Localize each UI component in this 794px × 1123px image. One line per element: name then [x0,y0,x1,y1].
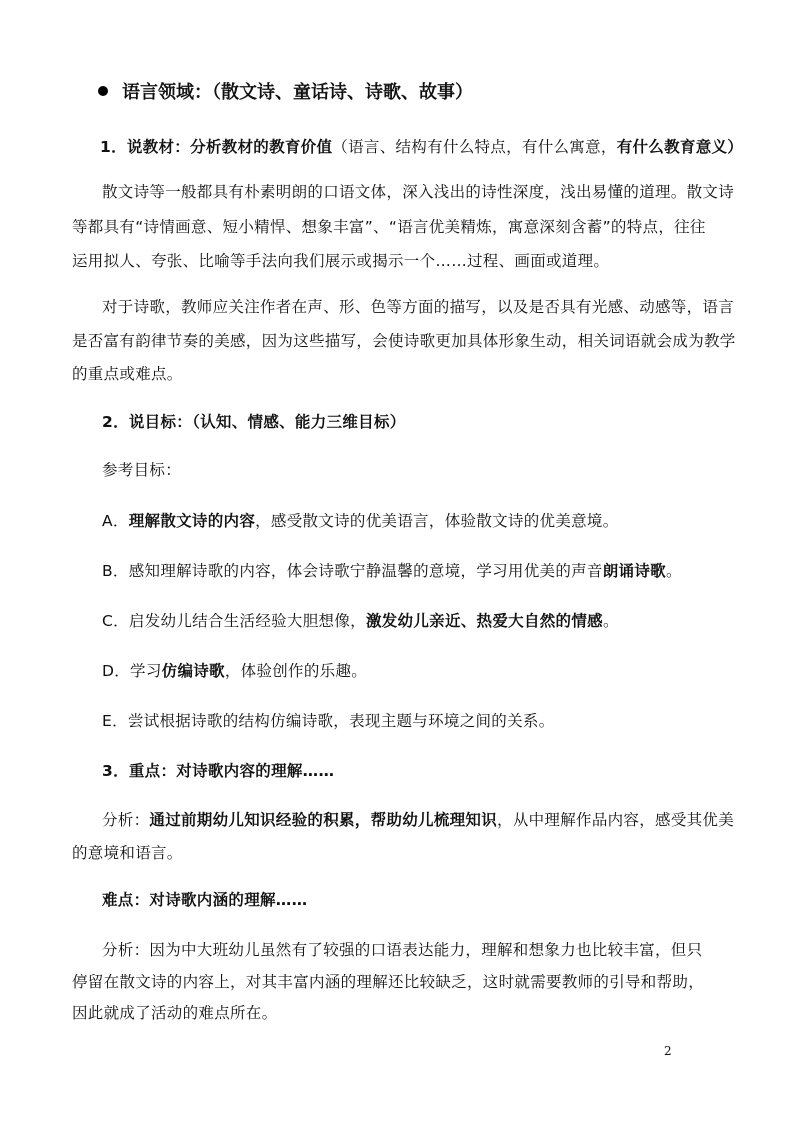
goal-c [102,611,782,631]
goal-d [102,661,782,681]
paragraph-line: 对于诗歌，教师应关注作者在声、形、色等方面的描写，以及是否具有光感、动感等，语言 [102,298,735,316]
goal-d-rest: ，体验创作的乐趣。 [224,662,368,680]
bullet-icon [98,86,108,96]
paragraph-line: 是否富有韵律节奏的美感，因为这些描写，会使诗歌更加具体形象生动，相关词语就会成为教学 [72,332,736,350]
paragraph-line: 运用拟人、夸张、比喻等手法向我们展示或揭示一个……过程、画面或道理。 [72,252,610,270]
key-analysis-line [102,810,782,830]
goal-a-rest: ，感受散文诗的优美语言，体验散文诗的优美意境。 [255,512,619,530]
goal-b-prefix: B．感知理解诗歌的内容，体会诗歌宁静温馨的意境，学习用优美的声音 [102,562,603,580]
section1-title: 1．说教材：分析教材的教育价值 [100,138,333,156]
heading-text: 语言领域：（散文诗、童话诗、诗歌、故事） [122,82,473,103]
section1-title-line [100,137,780,157]
goal-b [102,561,782,581]
goal-a-bold: 理解散文诗的内容 [128,512,256,530]
section2-title: 2．说目标：（认知、情感、能力三维目标） [102,413,406,431]
key-analysis-rest: ，从中理解作品内容，感受其优美 [497,811,735,829]
goals-intro: 参考目标： [102,461,182,479]
section1-title-note: （语言、结构有什么特点，有什么寓意， [332,138,617,156]
goal-a [102,511,782,531]
key-analysis-bold: 通过前期幼儿知识经验的积累，帮助幼儿梳理知识 [149,811,498,829]
goal-d-prefix: D．学习 [102,662,162,680]
difficulty-analysis-line: 停留在散文诗的内容上，对其丰富内涵的理解还比较缺乏，这时就需要教师的引导和帮助， [72,973,705,991]
goal-a-prefix: A． [102,512,129,530]
section1-title-note-bold: 有什么教育意义） [616,138,744,156]
paragraph-line: 的重点或难点。 [72,365,183,383]
goal-b-rest: 。 [665,562,682,580]
goal-e: E．尝试根据诗歌的结构仿编诗歌，表现主题与环境之间的关系。 [102,712,555,730]
goal-b-bold: 朗诵诗歌 [602,562,666,580]
difficulty-analysis-line: 分析：因为中大班幼儿虽然有了较强的口语表达能力，理解和想象力也比较丰富，但只 [102,941,703,959]
goal-c-rest: 。 [602,612,619,630]
paragraph-line: 散文诗等一般都具有朴素明朗的口语文体，深入浅出的诗性深度，浅出易懂的道理。散文诗 [102,183,735,201]
section-heading [98,82,473,104]
difficulty-analysis-line: 因此就成了活动的难点所在。 [72,1004,278,1022]
difficulty-title: 难点：对诗歌内涵的理解…… [102,891,308,909]
key-point-title: 3．重点：对诗歌内容的理解…… [102,762,335,780]
paragraph-line: 等都具有“诗情画意、短小精悍、想象丰富”、“语言优美精炼，寓意深刻含蓄”的特点，往往 [72,218,706,236]
key-analysis-prefix: 分析： [102,811,150,829]
goal-d-bold: 仿编诗歌 [161,662,225,680]
goal-c-prefix: C．启发幼儿结合生活经验大胆想像， [102,612,366,630]
key-analysis-line2: 的意境和语言。 [72,844,183,862]
page-number: 2 [664,1044,672,1058]
goal-c-bold: 激发幼儿亲近、热爱大自然的情感 [365,612,603,630]
